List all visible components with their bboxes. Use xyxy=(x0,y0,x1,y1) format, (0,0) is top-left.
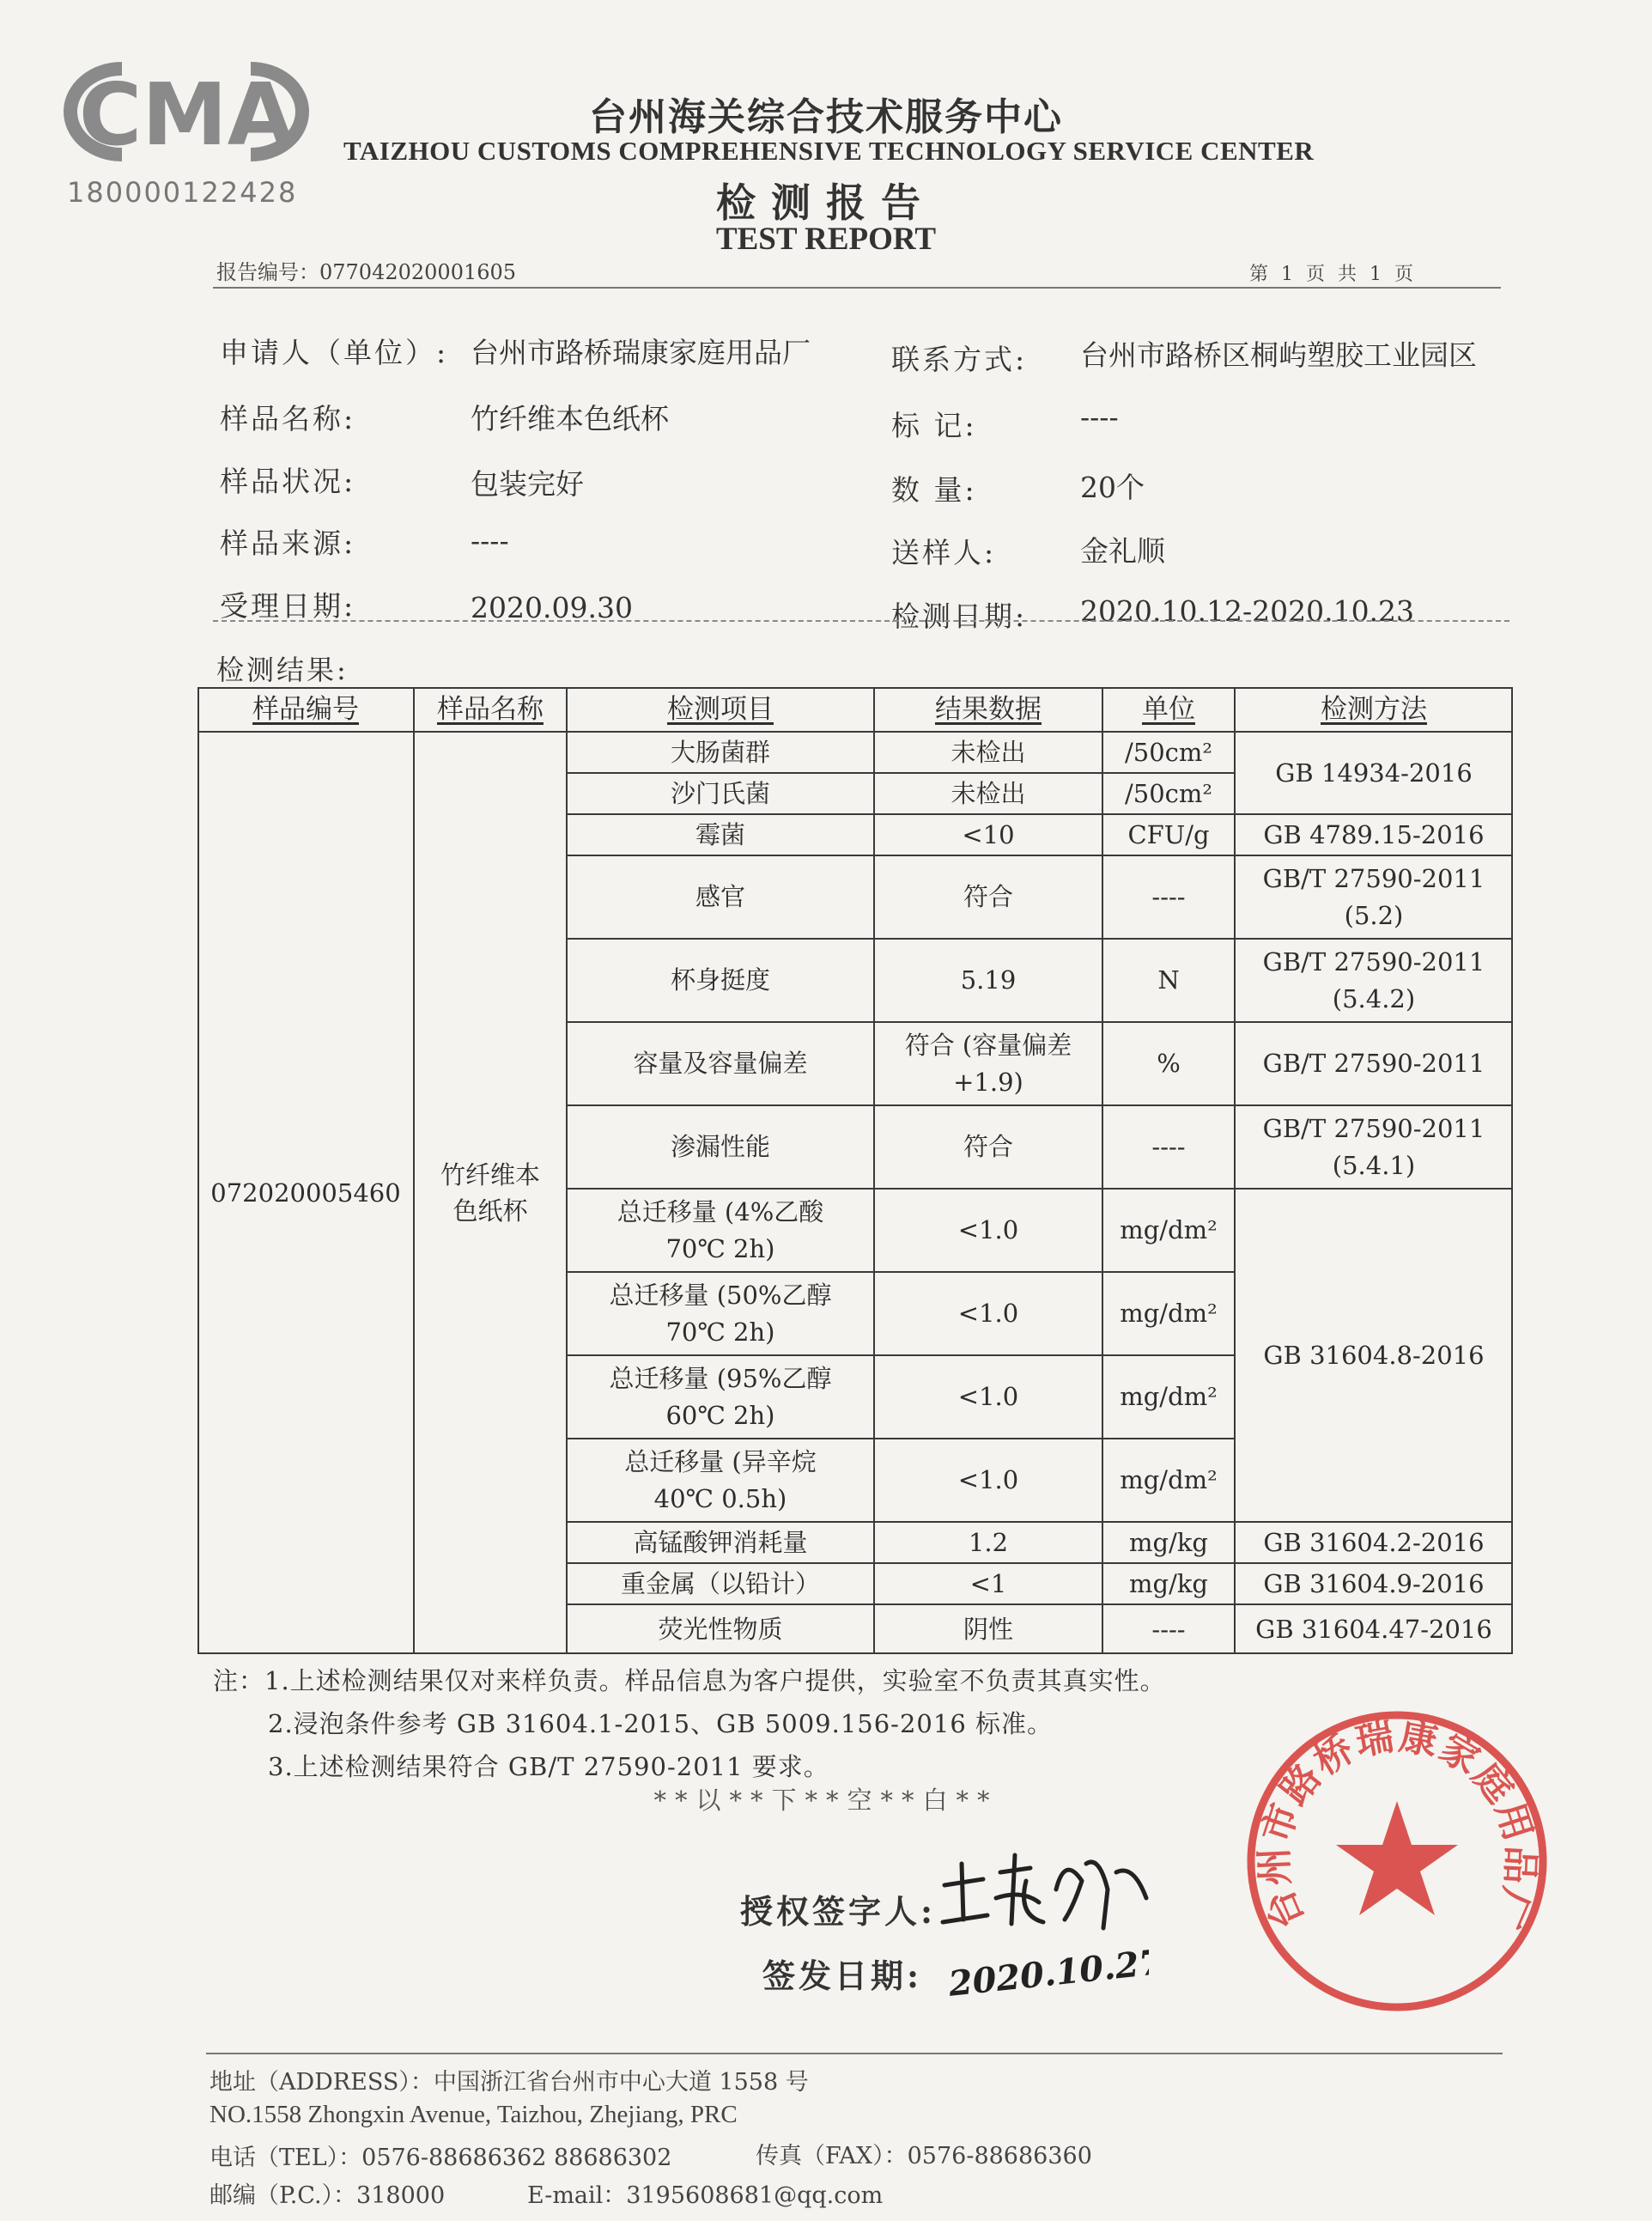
row-result: 1.2 xyxy=(968,1527,1009,1557)
row-result: 符合 xyxy=(963,1132,1013,1162)
row-unit: ---- xyxy=(1151,1614,1186,1644)
header-unit: 单位 xyxy=(1142,693,1195,725)
row-item: 沙门氏菌 xyxy=(670,778,770,808)
condition-label: 样品状况: xyxy=(220,465,356,498)
row-unit: % xyxy=(1157,1049,1181,1079)
header-test-item: 检测项目 xyxy=(667,693,774,725)
row-item: 感官 xyxy=(695,882,745,912)
row-unit: mg/dm² xyxy=(1120,1215,1218,1245)
handwritten-date xyxy=(943,1941,1149,2001)
applicant-value: 台州市路桥瑞康家庭用品厂 xyxy=(471,336,811,369)
sender-label: 送样人: xyxy=(891,536,997,569)
row-unit: mg/dm² xyxy=(1120,1465,1218,1495)
row-item: 大肠菌群 xyxy=(670,737,770,767)
note-1: 注：1.上述检测结果仅对来样负责。样品信息为客户提供，实验室不负责其真实性。 xyxy=(213,1666,1166,1695)
received-date-value: 2020.09.30 xyxy=(471,591,633,624)
row-result: 符合 xyxy=(963,882,1013,912)
page-info: 第 1 页 共 1 页 xyxy=(1249,264,1417,285)
row-method: GB 31604.9-2016 xyxy=(1263,1568,1485,1598)
row-result: 符合 (容量偏差+1.9) xyxy=(904,1031,1072,1097)
footer-postcode: 邮编（P.C.）：318000 xyxy=(210,2182,446,2209)
row-unit: mg/kg xyxy=(1129,1527,1208,1557)
row-unit: mg/kg xyxy=(1129,1568,1208,1598)
cma-number: 180000122428 xyxy=(67,176,298,209)
org-name-en: TAIZHOU CUSTOMS COMPREHENSIVE TECHNOLOGY SERVICE CENTER xyxy=(343,136,1315,166)
header-sample-name: 样品名称 xyxy=(437,693,544,725)
footer-address-cn: 地址（ADDRESS）：中国浙江省台州市中心大道 1558 号 xyxy=(210,2069,809,2096)
received-date-label: 受理日期: xyxy=(220,589,356,623)
row-item: 容量及容量偏差 xyxy=(633,1049,808,1079)
svg-text:台州市路桥瑞康家庭用品厂: 台州市路桥瑞康家庭用品厂 xyxy=(1252,1714,1543,1936)
issue-date-label: 签发日期: xyxy=(762,1956,923,1995)
results-label: 检测结果: xyxy=(216,654,349,686)
row-unit: mg/dm² xyxy=(1120,1382,1218,1412)
test-date-label: 检测日期: xyxy=(891,599,1028,633)
mark-label: 标 记: xyxy=(891,409,977,442)
test-date-value: 2020.10.12-2020.10.23 xyxy=(1080,594,1415,628)
row-unit: ---- xyxy=(1151,1132,1186,1162)
header-method: 检测方法 xyxy=(1321,693,1427,725)
applicant-label: 申请人（单位）: xyxy=(220,336,449,369)
header-sample-id: 样品编号 xyxy=(252,693,359,725)
signer-label: 授权签字人: xyxy=(740,1892,937,1931)
results-table xyxy=(197,687,1513,1654)
row-item: 总迁移量 (4%乙酸 70℃ 2h) xyxy=(616,1197,824,1263)
svg-text:CMA: CMA xyxy=(78,64,295,165)
row-unit: N xyxy=(1157,965,1180,995)
row-item: 杯身挺度 xyxy=(670,965,770,995)
info-divider xyxy=(213,620,1509,622)
row-item: 霉菌 xyxy=(695,819,745,849)
row-result: <1.0 xyxy=(957,1299,1019,1329)
contact-label: 联系方式: xyxy=(891,343,1028,376)
footer-address-en: NO.1558 Zhongxin Avenue, Taizhou, Zhejiang, PRC xyxy=(210,2101,738,2128)
row-item: 重金属（以铅计） xyxy=(620,1568,820,1598)
footer-divider xyxy=(206,2053,1503,2054)
blank-marker: **以**下**空**白** xyxy=(653,1786,999,1815)
report-title-cn: 检测报告 xyxy=(716,180,936,226)
row-unit: ---- xyxy=(1151,882,1186,912)
row-result: <1.0 xyxy=(957,1465,1019,1495)
source-value: ---- xyxy=(471,524,509,557)
footer-fax: 传真（FAX）：0576-88686360 xyxy=(756,2143,1092,2169)
row-method: GB 4789.15-2016 xyxy=(1263,819,1485,849)
sample-name-value: 竹纤维本色纸杯 xyxy=(471,402,669,435)
report-number: 报告编号：077042020001605 xyxy=(216,260,517,284)
row-result: <1 xyxy=(969,1568,1007,1598)
footer-email: E-mail：3195608681@qq.com xyxy=(527,2182,884,2209)
sender-value: 金礼顺 xyxy=(1080,534,1165,568)
quantity-value: 20个 xyxy=(1080,471,1145,504)
row-method: GB/T 27590-2011 (5.2) xyxy=(1262,864,1485,930)
row-unit: /50cm² xyxy=(1124,737,1213,767)
row-item: 总迁移量 (50%乙醇 70℃ 2h) xyxy=(609,1281,832,1347)
header-divider xyxy=(213,287,1501,289)
row-unit: mg/dm² xyxy=(1120,1299,1218,1329)
method-migration-cell: GB 31604.8-2016 xyxy=(1263,1340,1485,1370)
row-method: GB/T 27590-2011 xyxy=(1262,1049,1485,1079)
mark-value: ---- xyxy=(1080,400,1119,434)
handwritten-signature xyxy=(936,1838,1159,1932)
org-name-cn: 台州海关综合技术服务中心 xyxy=(589,95,1063,139)
row-unit: CFU/g xyxy=(1127,819,1210,849)
report-title-en: TEST REPORT xyxy=(715,222,937,257)
row-result: <1.0 xyxy=(957,1215,1019,1245)
row-item: 渗漏性能 xyxy=(670,1132,770,1162)
svg-text:2020.10.27: 2020.10.27 xyxy=(946,1941,1149,2001)
row-result: 未检出 xyxy=(951,778,1026,808)
row-method: GB/T 27590-2011 (5.4.1) xyxy=(1262,1114,1485,1180)
row-method: GB/T 27590-2011 (5.4.2) xyxy=(1262,947,1485,1013)
header-result: 结果数据 xyxy=(935,693,1042,725)
footer-tel: 电话（TEL）：0576-88686362 88686302 xyxy=(210,2145,672,2171)
condition-value: 包装完好 xyxy=(471,467,584,501)
row-result: <10 xyxy=(962,819,1015,849)
contact-value: 台州市路桥区桐屿塑胶工业园区 xyxy=(1080,338,1477,372)
sample-name-cell: 竹纤维本色纸杯 xyxy=(440,1159,540,1226)
row-unit: /50cm² xyxy=(1124,778,1213,808)
quantity-label: 数 量: xyxy=(891,473,977,507)
row-result: 阴性 xyxy=(963,1614,1013,1644)
source-label: 样品来源: xyxy=(220,526,356,560)
row-item: 总迁移量 (异辛烷 40℃ 0.5h) xyxy=(624,1447,817,1513)
note-2: 2.浸泡条件参考 GB 31604.1-2015、GB 5009.156-2016 标准。 xyxy=(268,1709,1053,1738)
row-item: 高锰酸钾消耗量 xyxy=(633,1527,808,1557)
sample-name-label: 样品名称: xyxy=(220,402,356,435)
row-item: 荧光性物质 xyxy=(658,1614,783,1644)
row-result: <1.0 xyxy=(957,1382,1019,1412)
company-seal xyxy=(1241,1705,1554,2018)
row-item: 总迁移量 (95%乙醇 60℃ 2h) xyxy=(609,1364,832,1430)
row-result: 未检出 xyxy=(951,737,1026,767)
method-micro-cell: GB 14934-2016 xyxy=(1275,758,1473,788)
row-result: 5.19 xyxy=(960,965,1017,995)
row-method: GB 31604.2-2016 xyxy=(1263,1527,1485,1557)
note-3: 3.上述检测结果符合 GB/T 27590-2011 要求。 xyxy=(268,1752,829,1781)
row-method: GB 31604.47-2016 xyxy=(1255,1614,1492,1644)
sample-id-cell: 072020005460 xyxy=(210,1177,401,1208)
